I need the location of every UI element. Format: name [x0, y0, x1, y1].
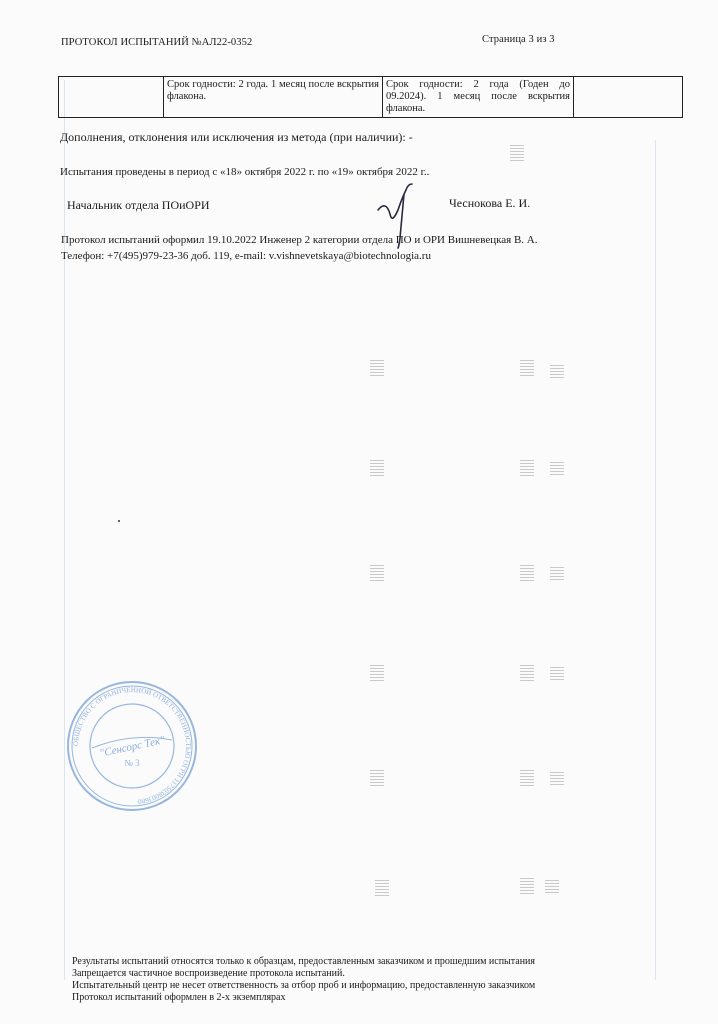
results-table: [58, 76, 683, 118]
prepared-by: Протокол испытаний оформил 19.10.2022 Инженер 2 категории отдела ПО и ОРИ Вишневецкая В. А.: [61, 234, 538, 246]
head-title: Начальник отдела ПОиОРИ: [67, 198, 210, 212]
footer-line: Испытательный центр не несет ответственность за отбор проб и информацию, предоставленную заказчиком: [72, 980, 536, 991]
scan-noise: [550, 667, 564, 689]
footer-line: Результаты испытаний относятся только к образцам, предоставленным заказчиком и прошедшим испытания: [72, 956, 535, 967]
scan-noise: [520, 460, 534, 482]
speck: [118, 520, 120, 522]
protocol-title: ПРОТОКОЛ ИСПЫТАНИЙ №АЛ22-0352: [61, 37, 253, 48]
scan-noise: [520, 878, 534, 900]
scan-noise: [370, 460, 384, 482]
stamp-ring-text: ОБЩЕСТВО С ОГРАНИЧЕННОЙ ОТВЕТСТВЕННОСТЬЮ ОГРН 1175038003680: [71, 685, 193, 806]
scan-noise: [550, 365, 564, 387]
table-cell: Срок годности: 2 года. 1 месяц после вскрытия флакона.: [164, 77, 383, 118]
page-number: Страница 3 из 3: [482, 34, 555, 45]
scan-line: [655, 140, 656, 980]
table-cell: Срок годности: 2 года (Годен до 09.2024). 1 месяц после вскрытия флакона.: [383, 77, 574, 118]
scan-noise: [545, 880, 559, 902]
stamp-center-text: "Сенсорс Тек": [98, 734, 166, 760]
scan-noise: [520, 360, 534, 382]
scan-noise: [520, 665, 534, 687]
footer-line: Запрещается частичное воспроизведение протокола испытаний.: [72, 968, 345, 979]
scan-noise: [550, 462, 564, 484]
head-name: Чеснокова Е. И.: [449, 196, 531, 210]
table-row: [59, 77, 683, 118]
additions-text: Дополнения, отклонения или исключения из метода (при наличии): -: [60, 130, 413, 144]
table-cell: [574, 77, 683, 118]
scan-noise: [550, 567, 564, 589]
footer-notes: [72, 956, 535, 1004]
scan-noise: [370, 565, 384, 587]
scan-noise: [375, 880, 389, 902]
scan-noise: [520, 565, 534, 587]
scan-noise: [550, 772, 564, 794]
stamp-center-sub: № 3: [124, 758, 140, 768]
test-period: Испытания проведены в период с «18» октября 2022 г. по «19» октября 2022 г..: [60, 166, 430, 178]
scan-noise: [370, 770, 384, 792]
footer-line: Протокол испытаний оформлен в 2-х экземплярах: [72, 992, 286, 1003]
scan-line: [64, 80, 65, 980]
scan-noise: [520, 770, 534, 792]
table-cell: [59, 77, 164, 118]
company-stamp: [64, 678, 200, 814]
scan-noise: [370, 360, 384, 382]
scan-noise: [510, 145, 524, 167]
contacts: Телефон: +7(495)979-23-36 доб. 119, e-mail: v.vishnevetskaya@biotechnologia.ru: [61, 250, 431, 262]
scan-noise: [370, 665, 384, 687]
